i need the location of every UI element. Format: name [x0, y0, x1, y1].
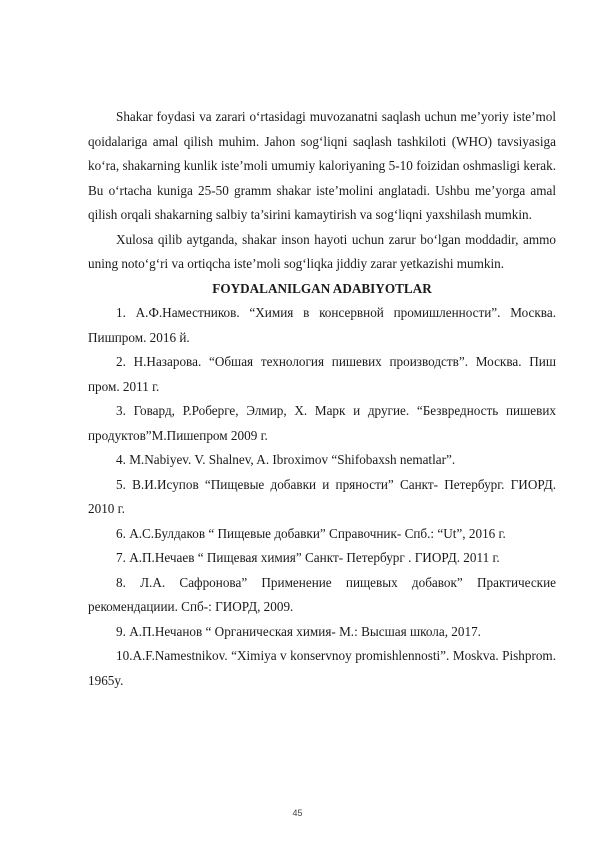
page-body — [88, 105, 556, 693]
reference-item-7: 7. А.П.Нечаев “ Пищевая химия” Санкт- Петербург . ГИОРД. 2011 г. — [116, 550, 500, 565]
reference-item-9: 9. А.П.Нечанов “ Органическая химия- М.: Высшая школа, 2017. — [116, 623, 481, 639]
reference-item-6: 6. А.С.Булдаков “ Пищевые добавки” Справочник- Спб.: “Ut”, 2016 г. — [116, 525, 506, 541]
reference-item-5: 5. В.И.Исупов “Пищевые добавки и пряности” Санкт- Петербург. ГИОРД. 2010 г. — [88, 476, 556, 516]
reference-item-10: 10.A.F.Namestnikov. “Ximiya v konservnoy promishlennosti”. Moskva. Pishprom. 1965y. — [88, 648, 556, 688]
reference-item-2: 2. Н.Назарова. “Обшая технология пишевих производств”. Москва. Пиш пром. 2011 г. — [88, 354, 556, 394]
conclusion-paragraph: Xulosa qilib aytganda, shakar inson hayoti uchun zarur bo‘lgan moddadir, ammo uning noto‘g‘ri va ortiqcha iste’moli sog‘liqka jiddiy zarar yetkazishi mumkin. — [88, 231, 556, 271]
reference-item-4: 4. M.Nabiyev. V. Shalnev, A. Ibroximov “Shifobaxsh nematlar”. — [116, 452, 456, 467]
page-number: 45 — [292, 808, 303, 818]
references-heading: FOYDALANILGAN ADABIYOTLAR — [212, 280, 432, 296]
reference-item-8: 8. Л.А. Сафронова” Применение пищевых добавок” Практические рекомендациии. Спб-: ГИОРД, 2009. — [88, 574, 556, 614]
reference-item-1: 1. А.Ф.Наместников. “Химия в консервной промишленности”. Москва. Пишпром. 2016 й. — [88, 305, 556, 345]
body-paragraph: Shakar foydasi va zarari o‘rtasidagi muvozanatni saqlash uchun me’yoriy iste’mol qoidalariga amal qilish muhim. Jahon sog‘liqni saqlash tashkiloti (WHO) tavsiyasiga ko‘ra, shakarning kunlik iste’moli umumiy kaloriyaning 5-10 foizidan oshmasligi kerak. Bu o‘rtacha kuniga 25-50 gramm shakar iste’molini anglatadi. Ushbu me’yorga amal qilish orqali shakarning salbiy ta’sirini kamaytirish va sog‘liqni yaxshilash mumkin. — [88, 109, 556, 222]
reference-item-3: 3. Говард, Р.Роберге, Элмир, Х. Марк и другие. “Безвредность пишевих продуктов”М.Пишепром 2009 г. — [88, 403, 556, 443]
